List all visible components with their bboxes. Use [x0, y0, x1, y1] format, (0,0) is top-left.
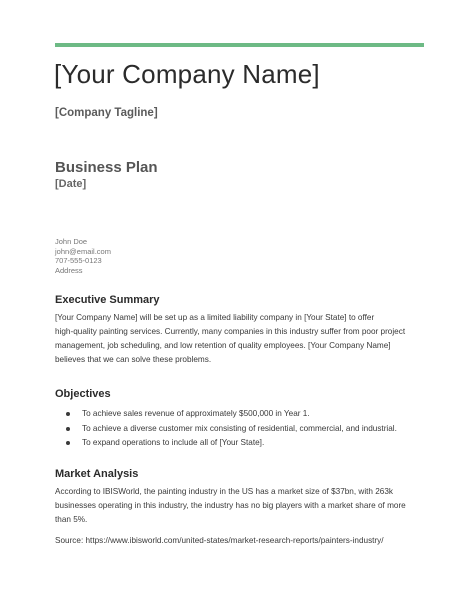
market-analysis-line: businesses operating in this industry, the industry has no big players with a market share of more	[55, 501, 406, 510]
executive-summary-line: high-quality painting services. Currently, many companies in this industry suffer from poor project	[55, 327, 406, 336]
contact-block	[55, 237, 111, 275]
contact-phone: 707-555-0123	[55, 256, 102, 266]
list-item: To achieve a diverse customer mix consisting of residential, commercial, and industrial.	[55, 422, 427, 437]
plan-title: Business Plan	[55, 159, 158, 176]
objectives-heading: Objectives	[55, 388, 111, 400]
executive-summary-text	[55, 311, 427, 367]
market-analysis-source: Source: https://www.ibisworld.com/united-states/market-research-reports/painters-industry/	[55, 536, 384, 545]
company-tagline: [Company Tagline]	[55, 107, 158, 119]
contact-name: John Doe	[55, 237, 88, 246]
market-analysis-line: than 5%.	[55, 515, 88, 524]
contact-email: john@email.com	[55, 246, 111, 256]
list-item: To expand operations to include all of [Your State].	[55, 436, 427, 451]
contact-address: Address	[55, 265, 83, 275]
executive-summary-line: believes that we can solve these problems.	[55, 355, 212, 364]
executive-summary-line: [Your Company Name] will be set up as a limited liability company in [Your State] to offer	[55, 313, 375, 322]
market-analysis-heading: Market Analysis	[55, 468, 139, 480]
objectives-list	[55, 407, 427, 451]
bullet-icon	[66, 441, 70, 445]
market-analysis-line: According to IBISWorld, the painting industry in the US has a market size of $37bn, with 263k	[55, 487, 393, 496]
executive-summary-heading: Executive Summary	[55, 294, 160, 306]
executive-summary-line: management, job scheduling, and low retention of quality employees. [Your Company Name]	[55, 341, 391, 350]
plan-date: [Date]	[55, 178, 87, 190]
list-item: To achieve sales revenue of approximately $500,000 in Year 1.	[55, 407, 427, 422]
header-accent-bar	[55, 43, 424, 47]
bullet-icon	[66, 427, 70, 431]
bullet-icon	[66, 412, 70, 416]
company-name: [Your Company Name]	[54, 59, 320, 89]
market-analysis-text	[55, 485, 427, 527]
